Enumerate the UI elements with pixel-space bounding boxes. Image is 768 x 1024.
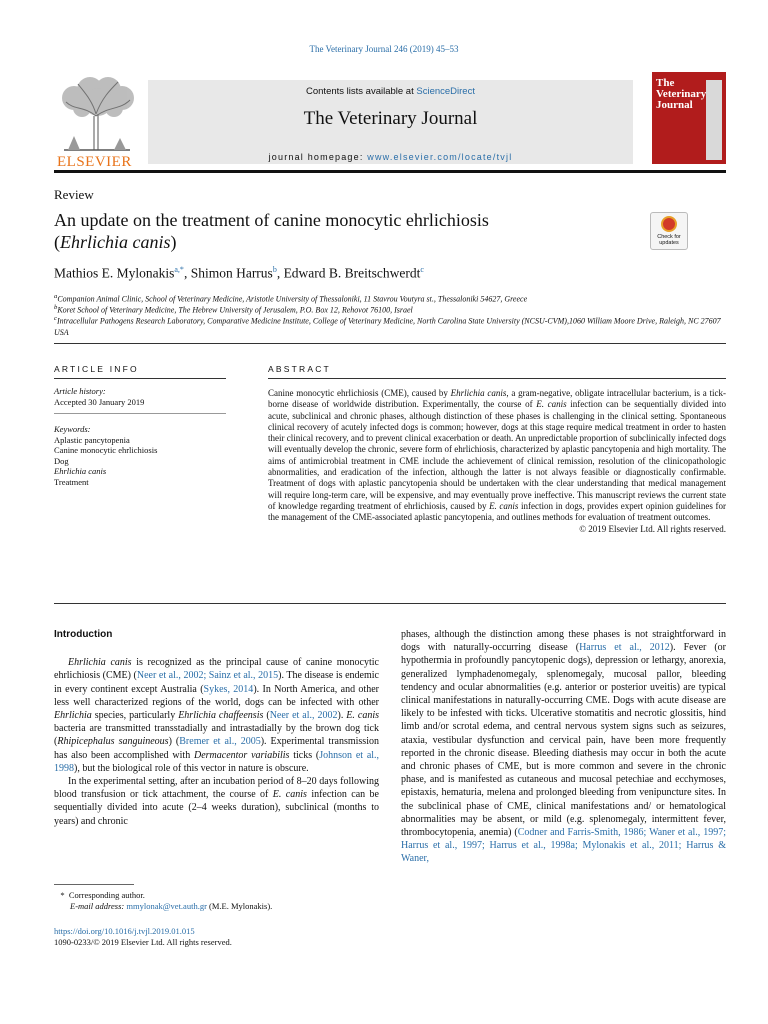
article-info-divider <box>54 378 226 379</box>
history-divider <box>54 413 226 414</box>
keyword: Dog <box>54 455 69 466</box>
abstract-segment: infection can be sequentially divided into acute, subclinical and chronic phases, although distinction of these phases is challenging in the clinical setting. Spontaneous clinical recovery of acutely infected dogs is common; however, dogs at this stage require medical treatment in order to hasten their clinical recovery, and to prevent clinical exacerbation or death. An unpredictable proportion of subclinically infected dogs will eventually develop the chronic, severe form of ehrlichiosis, characterized by aplastic pancytopenia and high mortality. The aims of antimicrobial treatment in CME include the achievement of clinical remission, resolution of the clinicopathologic abnormalities, and eradication of the infection, although the latter is not always feasible or diagnostically confirmable. Treatment of dogs with aplastic pancytopenia should be undertaken with the clear understanding that medical management will require long-term care, will be expensive, and may eventually prove ineffective. This manuscript reviews the current state of knowledge regarding treatment of ehrlichiosis, caused by <box>268 399 726 511</box>
affiliation-c <box>54 313 726 338</box>
abstract-divider <box>268 378 726 379</box>
sciencedirect-link[interactable]: ScienceDirect <box>416 86 475 97</box>
article-title: An update on the treatment of canine monocytic ehrlichiosis (Ehrlichia canis) <box>54 210 489 252</box>
footnote-divider <box>54 884 134 885</box>
body-paragraph: In the experimental setting, after an incubation period of 8–20 days following blood transfusion or tick attachment, the course of E. canis infection can be sequentially divided into acute (2–4 weeks duration), subclinical (months to years) and chronic <box>54 776 379 827</box>
reference-link[interactable]: Codner and Farris-Smith, 1986; Waner et al., 1997; Harrus et al., 1997; Harrus et al., 1998a; Mylonakis et al., 2011; Harrus & Waner, <box>401 827 727 865</box>
abstract-species: E. canis <box>489 500 519 511</box>
author-name: Mathios E. Mylonakis <box>54 265 175 281</box>
issn-line: 1090-0233/© 2019 Elsevier Ltd. All rights reserved. <box>54 937 232 947</box>
title-species: Ehrlichia canis <box>60 232 171 252</box>
affiliation-mark: c <box>54 315 57 322</box>
check-for-updates-badge[interactable] <box>650 212 688 250</box>
affiliation-mark: b <box>54 304 58 311</box>
elsevier-wordmark: ELSEVIER <box>57 154 132 170</box>
reference-link[interactable]: Neer et al., 2002 <box>269 710 338 722</box>
email-note <box>54 901 384 912</box>
abstract-segment: Canine monocytic ehrlichiosis (CME), caused by <box>268 388 451 398</box>
badge-label: Check for updates <box>657 234 681 246</box>
article-info-heading: ARTICLE INFO <box>54 364 139 374</box>
journal-header <box>54 72 726 168</box>
article-type: Review <box>54 187 94 202</box>
author-affiliation-mark[interactable]: b <box>272 265 277 274</box>
author-name: Edward B. Breitschwerdt <box>283 265 421 281</box>
cover-title: The Veterinary Journal <box>656 77 707 111</box>
elsevier-tree-logo <box>54 76 140 170</box>
affiliation-text: Intracellular Pathogens Research Laboratory, Comparative Medicine Institute, College of Veterinary Medicine, North Carolina State University (NCSU-CVM),1060 William Moore Drive, Raleigh, NC 27607 USA <box>54 316 721 337</box>
keyword: Aplastic pancytopenia <box>54 434 130 445</box>
abstract-heading: ABSTRACT <box>268 364 331 374</box>
reference-link[interactable]: Johnson et al., 1998 <box>54 749 380 774</box>
article-history <box>54 386 226 407</box>
doi-link[interactable]: https://doi.org/10.1016/j.tvjl.2019.01.015 <box>54 926 195 936</box>
reference-link[interactable]: Harrus et al., 2012 <box>579 642 670 654</box>
homepage-link[interactable]: www.elsevier.com/locate/tvjl <box>367 152 513 162</box>
contents-prefix: Contents lists available at <box>306 86 417 97</box>
journal-citation[interactable]: The Veterinary Journal 246 (2019) 45–53 <box>309 44 459 54</box>
affiliation-mark: a <box>54 293 58 300</box>
keyword: Ehrlichia canis <box>54 466 107 476</box>
homepage-label: journal homepage: <box>268 152 368 162</box>
contents-line <box>148 86 633 97</box>
body-paragraph: phases, although the distinction among these phases is not straightforward in dogs with naturally-occurring disease (Harrus et al., 2012). Fever (or hypothermia in profoundly pancytopenic dogs), depression or lethargy, anorexia, generalized lymphadenomegaly, splenomegaly, mucosal pallor, bleeding tendency and ocular abnormalities (e.g. anterior or posterior uveitis) are typical clinical manifestations in naturally-occurring CME. Dogs with acute disease are likely to be infested with ticks. Ulcerative stomatitis and necrotic glossitis, hind limb and/or scrotal edema, and central nervous system signs such as seizures, ataxia, vestibular dysfunction and cervical pain, have been more frequently reported in the chronic disease. Bleeding diathesis may occur in both the acute and chronic phases of CME, but is more common and severe in the chronic phase, and is manifested as cutaneous and mucosal petechiae and ecchymoses, epistaxis, hematuria, melena and prolonged bleeding from venipuncture sites. In the subclinical phase of CME, clinical manifestations and/ or hematological abnormalities may be absent, or mild (e.g. splenomegaly, intermittent fever, thrombocytopenia, anemia) (Codner and Farris-Smith, 1986; Waner et al., 1997; Harrus et al., 1997; Harrus et al., 1998a; Mylonakis et al., 2011; Harrus & Waner, <box>401 629 727 865</box>
corresponding-label: Corresponding author. <box>68 890 145 900</box>
reference-link[interactable]: Sykes, 2014 <box>203 683 254 695</box>
abstract-segment: , a gram-negative, obligate intracellular bacterium, is a tick-borne disease of worldwide distribution. Experimentally, the course of <box>268 388 726 410</box>
footnote <box>54 890 384 912</box>
copyright: © 2019 Elsevier Ltd. All rights reserved. <box>579 523 726 534</box>
keyword: Canine monocytic ehrlichiosis <box>54 445 158 455</box>
body-column-left <box>54 628 379 828</box>
author-affiliation-mark[interactable]: a,* <box>174 265 184 274</box>
author-name: Shimon Harrus <box>190 265 273 281</box>
journal-banner <box>148 80 633 164</box>
abstract-segment: infection in dogs, provides expert opinion guidelines for the management of the CME-associated aplastic pancytopenia, and outlines methods for evaluation of treatment outcomes. <box>268 500 727 523</box>
keywords-label: Keywords: <box>54 424 91 434</box>
abstract-end-divider <box>54 603 726 604</box>
corresponding-note: * Corresponding author. <box>54 890 145 900</box>
email-label: E-mail address: <box>70 901 127 911</box>
history-label: Article history: <box>54 386 106 396</box>
affiliation-text: Companion Animal Clinic, School of Veterinary Medicine, Aristotle University of Thessaloniki, 11 Stavrou Voutyra st., Thessaloniki 54627, Greece <box>57 294 528 304</box>
journal-title: The Veterinary Journal <box>303 108 478 129</box>
email-link[interactable]: mmylonak@vet.auth.gr <box>126 901 207 911</box>
author-affiliation-mark[interactable]: c <box>420 265 424 274</box>
abstract-text <box>268 388 726 535</box>
introduction-heading: Introduction <box>54 629 113 640</box>
doi-block <box>54 926 384 948</box>
cover-image-strip <box>706 80 722 160</box>
reference-link[interactable]: Neer et al., 2002; Sainz et al., 2015 <box>136 670 279 682</box>
reference-link[interactable]: Bremer et al., 2005 <box>179 736 261 748</box>
journal-cover-image <box>652 72 726 164</box>
body-paragraph: Ehrlichia canis is recognized as the principal cause of canine monocytic ehrlichiosis (CME) (Neer et al., 2002; Sainz et al., 2015). The disease is endemic in every continent except Australia (Sykes, 2014). In North America, and other less well characterized regions of the world, dogs can be infected with other Ehrlichia species, particularly Ehrlichia chaffeensis (Neer et al., 2002). E. canis bacteria are transmitted transstadially and intrastadially by the brown dog tick (Rhipicephalus sanguineous) (Bremer et al., 2005). Experimental transmission has also been accomplished with Dermacentor variabilis ticks (Johnson et al., 1998), but the biological role of this vector in nature is obscure. <box>54 657 380 774</box>
body-column-right <box>401 628 726 866</box>
keywords <box>54 424 226 487</box>
accepted-date: Accepted 30 January 2019 <box>54 396 145 407</box>
affiliation-divider <box>54 343 726 344</box>
keyword: Treatment <box>54 476 89 487</box>
abstract-species: Ehrlichia canis <box>450 388 507 398</box>
title-main: An update on the treatment of canine monocytic ehrlichiosis <box>54 210 489 230</box>
abstract-species: E. canis <box>536 399 567 410</box>
check-updates-icon <box>661 216 677 232</box>
email-suffix: (M.E. Mylonakis). <box>206 901 273 911</box>
author-list: Mathios E. Mylonakis$^{a,*}$, Shimon Harrus$^b$, Edward B. Breitschwerdt$^c$ <box>54 265 424 281</box>
affiliation-text: Koret School of Veterinary Medicine, The Hebrew University of Jerusalem, P.O. Box 12, Rehovot 76100, Israel <box>57 305 413 315</box>
header-divider <box>54 170 726 173</box>
journal-homepage <box>148 152 633 162</box>
